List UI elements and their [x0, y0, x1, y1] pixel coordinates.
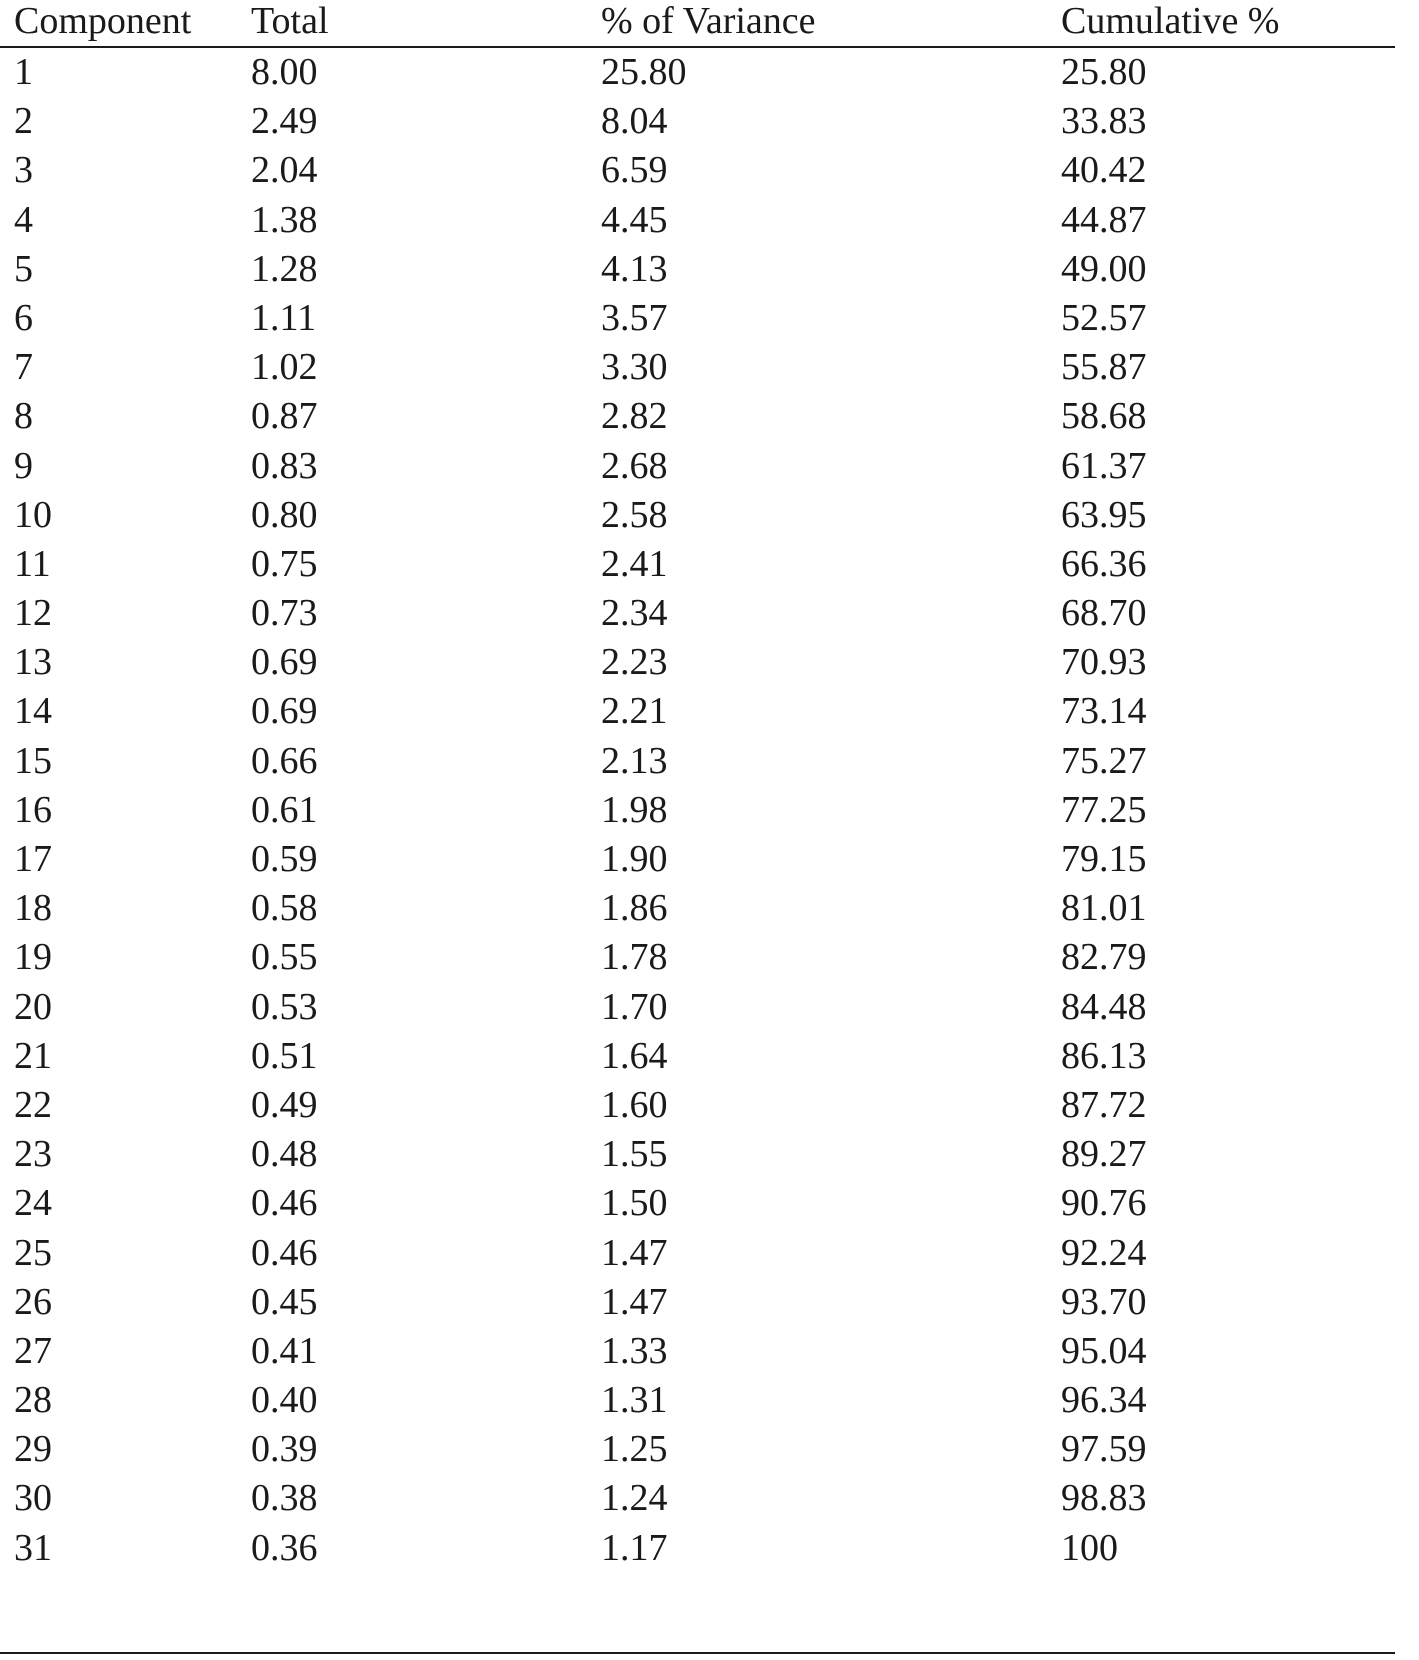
total-cell: 0.46 — [251, 1231, 318, 1274]
total-cell: 0.41 — [251, 1329, 318, 1372]
cumulative-percent-cell: 95.04 — [1061, 1329, 1147, 1372]
percent-variance-cell: 1.31 — [601, 1379, 668, 1422]
percent-variance-cell: 2.82 — [601, 395, 668, 438]
component-cell: 15 — [14, 739, 52, 782]
table-row — [0, 933, 1395, 982]
cumulative-percent-cell: 77.25 — [1061, 788, 1147, 831]
total-cell: 2.49 — [251, 100, 318, 143]
table-row — [0, 1032, 1395, 1081]
table-row — [0, 146, 1395, 195]
column-header-cumulative-percent: Cumulative % — [1061, 0, 1280, 42]
table-row — [0, 786, 1395, 835]
percent-variance-cell: 1.70 — [601, 985, 668, 1028]
component-cell: 17 — [14, 838, 52, 880]
total-cell: 0.55 — [251, 936, 318, 979]
table-row — [0, 1327, 1395, 1376]
total-cell: 1.38 — [251, 198, 318, 241]
percent-variance-cell: 2.23 — [601, 641, 668, 684]
total-cell: 2.04 — [251, 149, 318, 192]
total-cell: 0.40 — [251, 1379, 318, 1422]
percent-variance-cell: 1.78 — [601, 936, 668, 979]
table-bottom-rule — [0, 1652, 1395, 1654]
component-cell: 31 — [14, 1526, 52, 1569]
percent-variance-cell: 2.34 — [601, 592, 668, 635]
cumulative-percent-cell: 70.93 — [1061, 641, 1147, 684]
component-cell: 23 — [14, 1133, 52, 1176]
component-cell: 24 — [14, 1182, 52, 1225]
total-cell: 0.45 — [251, 1280, 318, 1323]
percent-variance-cell: 1.55 — [601, 1133, 668, 1176]
cumulative-percent-cell: 96.34 — [1061, 1379, 1147, 1422]
percent-variance-cell: 3.30 — [601, 346, 668, 389]
total-cell: 0.46 — [251, 1182, 318, 1225]
total-cell: 0.36 — [251, 1526, 318, 1569]
table-row — [0, 1278, 1395, 1327]
table-row — [0, 1376, 1395, 1425]
table-row — [0, 196, 1395, 245]
total-cell: 8.00 — [251, 51, 318, 93]
table-row — [0, 48, 1395, 97]
percent-variance-cell: 3.57 — [601, 296, 668, 339]
percent-variance-cell: 2.68 — [601, 444, 668, 487]
table-body — [0, 48, 1395, 1573]
table-row — [0, 835, 1395, 884]
column-header-component: Component — [14, 0, 192, 42]
cumulative-percent-cell: 79.15 — [1061, 838, 1147, 880]
total-cell: 0.73 — [251, 592, 318, 635]
total-cell: 0.59 — [251, 838, 318, 880]
table-row — [0, 1425, 1395, 1474]
cumulative-percent-cell: 92.24 — [1061, 1231, 1147, 1274]
table-row — [0, 392, 1395, 441]
cumulative-percent-cell: 52.57 — [1061, 296, 1147, 339]
total-cell: 0.61 — [251, 788, 318, 831]
percent-variance-cell: 2.21 — [601, 690, 668, 733]
cumulative-percent-cell: 93.70 — [1061, 1280, 1147, 1323]
component-cell: 18 — [14, 887, 52, 930]
cumulative-percent-cell: 40.42 — [1061, 149, 1147, 192]
component-cell: 12 — [14, 592, 52, 635]
total-cell: 1.11 — [251, 296, 317, 339]
total-cell: 0.48 — [251, 1133, 318, 1176]
table-row — [0, 638, 1395, 687]
table-row — [0, 294, 1395, 343]
table-row — [0, 1081, 1395, 1130]
total-cell: 0.38 — [251, 1477, 318, 1520]
cumulative-percent-cell: 90.76 — [1061, 1182, 1147, 1225]
percent-variance-cell: 1.50 — [601, 1182, 668, 1225]
table-row — [0, 442, 1395, 491]
table-row — [0, 687, 1395, 736]
percent-variance-cell: 4.45 — [601, 198, 668, 241]
cumulative-percent-cell: 98.83 — [1061, 1477, 1147, 1520]
table-row — [0, 97, 1395, 146]
column-header-percent-variance: % of Variance — [601, 0, 816, 42]
percent-variance-cell: 1.24 — [601, 1477, 668, 1520]
component-cell: 25 — [14, 1231, 52, 1274]
cumulative-percent-cell: 66.36 — [1061, 542, 1147, 585]
total-cell: 1.28 — [251, 247, 318, 290]
cumulative-percent-cell: 73.14 — [1061, 690, 1147, 733]
component-cell: 29 — [14, 1428, 52, 1471]
component-cell: 27 — [14, 1329, 52, 1372]
component-cell: 14 — [14, 690, 52, 733]
table-row — [0, 983, 1395, 1032]
percent-variance-cell: 1.98 — [601, 788, 668, 831]
cumulative-percent-cell: 68.70 — [1061, 592, 1147, 635]
cumulative-percent-cell: 33.83 — [1061, 100, 1147, 143]
total-cell: 0.87 — [251, 395, 318, 438]
component-cell: 22 — [14, 1083, 52, 1126]
cumulative-percent-cell: 86.13 — [1061, 1034, 1147, 1077]
cumulative-percent-cell: 55.87 — [1061, 346, 1147, 389]
table-row — [0, 245, 1395, 294]
percent-variance-cell: 1.17 — [601, 1526, 668, 1569]
table-row — [0, 884, 1395, 933]
total-cell: 0.75 — [251, 542, 318, 585]
cumulative-percent-cell: 100 — [1061, 1526, 1118, 1569]
percent-variance-cell: 1.47 — [601, 1280, 668, 1323]
component-cell: 1 — [14, 51, 33, 93]
percent-variance-cell: 1.90 — [601, 838, 668, 880]
table-header-row — [0, 0, 1395, 48]
percent-variance-cell: 1.33 — [601, 1329, 668, 1372]
percent-variance-cell: 1.25 — [601, 1428, 668, 1471]
total-cell: 0.39 — [251, 1428, 318, 1471]
component-cell: 11 — [14, 542, 51, 585]
component-cell: 6 — [14, 296, 33, 339]
cumulative-percent-cell: 25.80 — [1061, 51, 1147, 93]
component-cell: 5 — [14, 247, 33, 290]
total-cell: 0.83 — [251, 444, 318, 487]
component-cell: 28 — [14, 1379, 52, 1422]
percent-variance-cell: 2.13 — [601, 739, 668, 782]
percent-variance-cell: 1.47 — [601, 1231, 668, 1274]
total-cell: 0.58 — [251, 887, 318, 930]
cumulative-percent-cell: 87.72 — [1061, 1083, 1147, 1126]
cumulative-percent-cell: 97.59 — [1061, 1428, 1147, 1471]
cumulative-percent-cell: 58.68 — [1061, 395, 1147, 438]
table-row — [0, 1524, 1395, 1573]
table-row — [0, 1474, 1395, 1523]
table-row — [0, 1179, 1395, 1228]
percent-variance-cell: 1.64 — [601, 1034, 668, 1077]
component-cell: 13 — [14, 641, 52, 684]
table-row — [0, 737, 1395, 786]
cumulative-percent-cell: 63.95 — [1061, 493, 1147, 536]
total-cell: 0.66 — [251, 739, 318, 782]
component-cell: 21 — [14, 1034, 52, 1077]
cumulative-percent-cell: 61.37 — [1061, 444, 1147, 487]
table-row — [0, 491, 1395, 540]
cumulative-percent-cell: 44.87 — [1061, 198, 1147, 241]
total-cell: 0.69 — [251, 641, 318, 684]
component-cell: 2 — [14, 100, 33, 143]
column-header-total: Total — [251, 0, 329, 42]
component-cell: 30 — [14, 1477, 52, 1520]
component-cell: 8 — [14, 395, 33, 438]
total-cell: 0.80 — [251, 493, 318, 536]
component-cell: 9 — [14, 444, 33, 487]
component-cell: 20 — [14, 985, 52, 1028]
cumulative-percent-cell: 84.48 — [1061, 985, 1147, 1028]
table-row — [0, 343, 1395, 392]
table-row — [0, 1130, 1395, 1179]
cumulative-percent-cell: 82.79 — [1061, 936, 1147, 979]
percent-variance-cell: 6.59 — [601, 149, 668, 192]
total-cell: 1.02 — [251, 346, 318, 389]
cumulative-percent-cell: 49.00 — [1061, 247, 1147, 290]
percent-variance-cell: 1.60 — [601, 1083, 668, 1126]
percent-variance-cell: 4.13 — [601, 247, 668, 290]
component-cell: 19 — [14, 936, 52, 979]
percent-variance-cell: 8.04 — [601, 100, 668, 143]
cumulative-percent-cell: 81.01 — [1061, 887, 1147, 930]
total-cell: 0.51 — [251, 1034, 318, 1077]
component-cell: 10 — [14, 493, 52, 536]
total-cell: 0.49 — [251, 1083, 318, 1126]
percent-variance-cell: 2.41 — [601, 542, 668, 585]
table-row — [0, 1229, 1395, 1278]
table-row — [0, 589, 1395, 638]
percent-variance-cell: 1.86 — [601, 887, 668, 930]
component-cell: 16 — [14, 788, 52, 831]
component-cell: 26 — [14, 1280, 52, 1323]
total-cell: 0.69 — [251, 690, 318, 733]
percent-variance-cell: 2.58 — [601, 493, 668, 536]
cumulative-percent-cell: 75.27 — [1061, 739, 1147, 782]
cumulative-percent-cell: 89.27 — [1061, 1133, 1147, 1176]
total-cell: 0.53 — [251, 985, 318, 1028]
component-cell: 3 — [14, 149, 33, 192]
component-cell: 7 — [14, 346, 33, 389]
percent-variance-cell: 25.80 — [601, 51, 687, 93]
table-row — [0, 540, 1395, 589]
component-cell: 4 — [14, 198, 33, 241]
